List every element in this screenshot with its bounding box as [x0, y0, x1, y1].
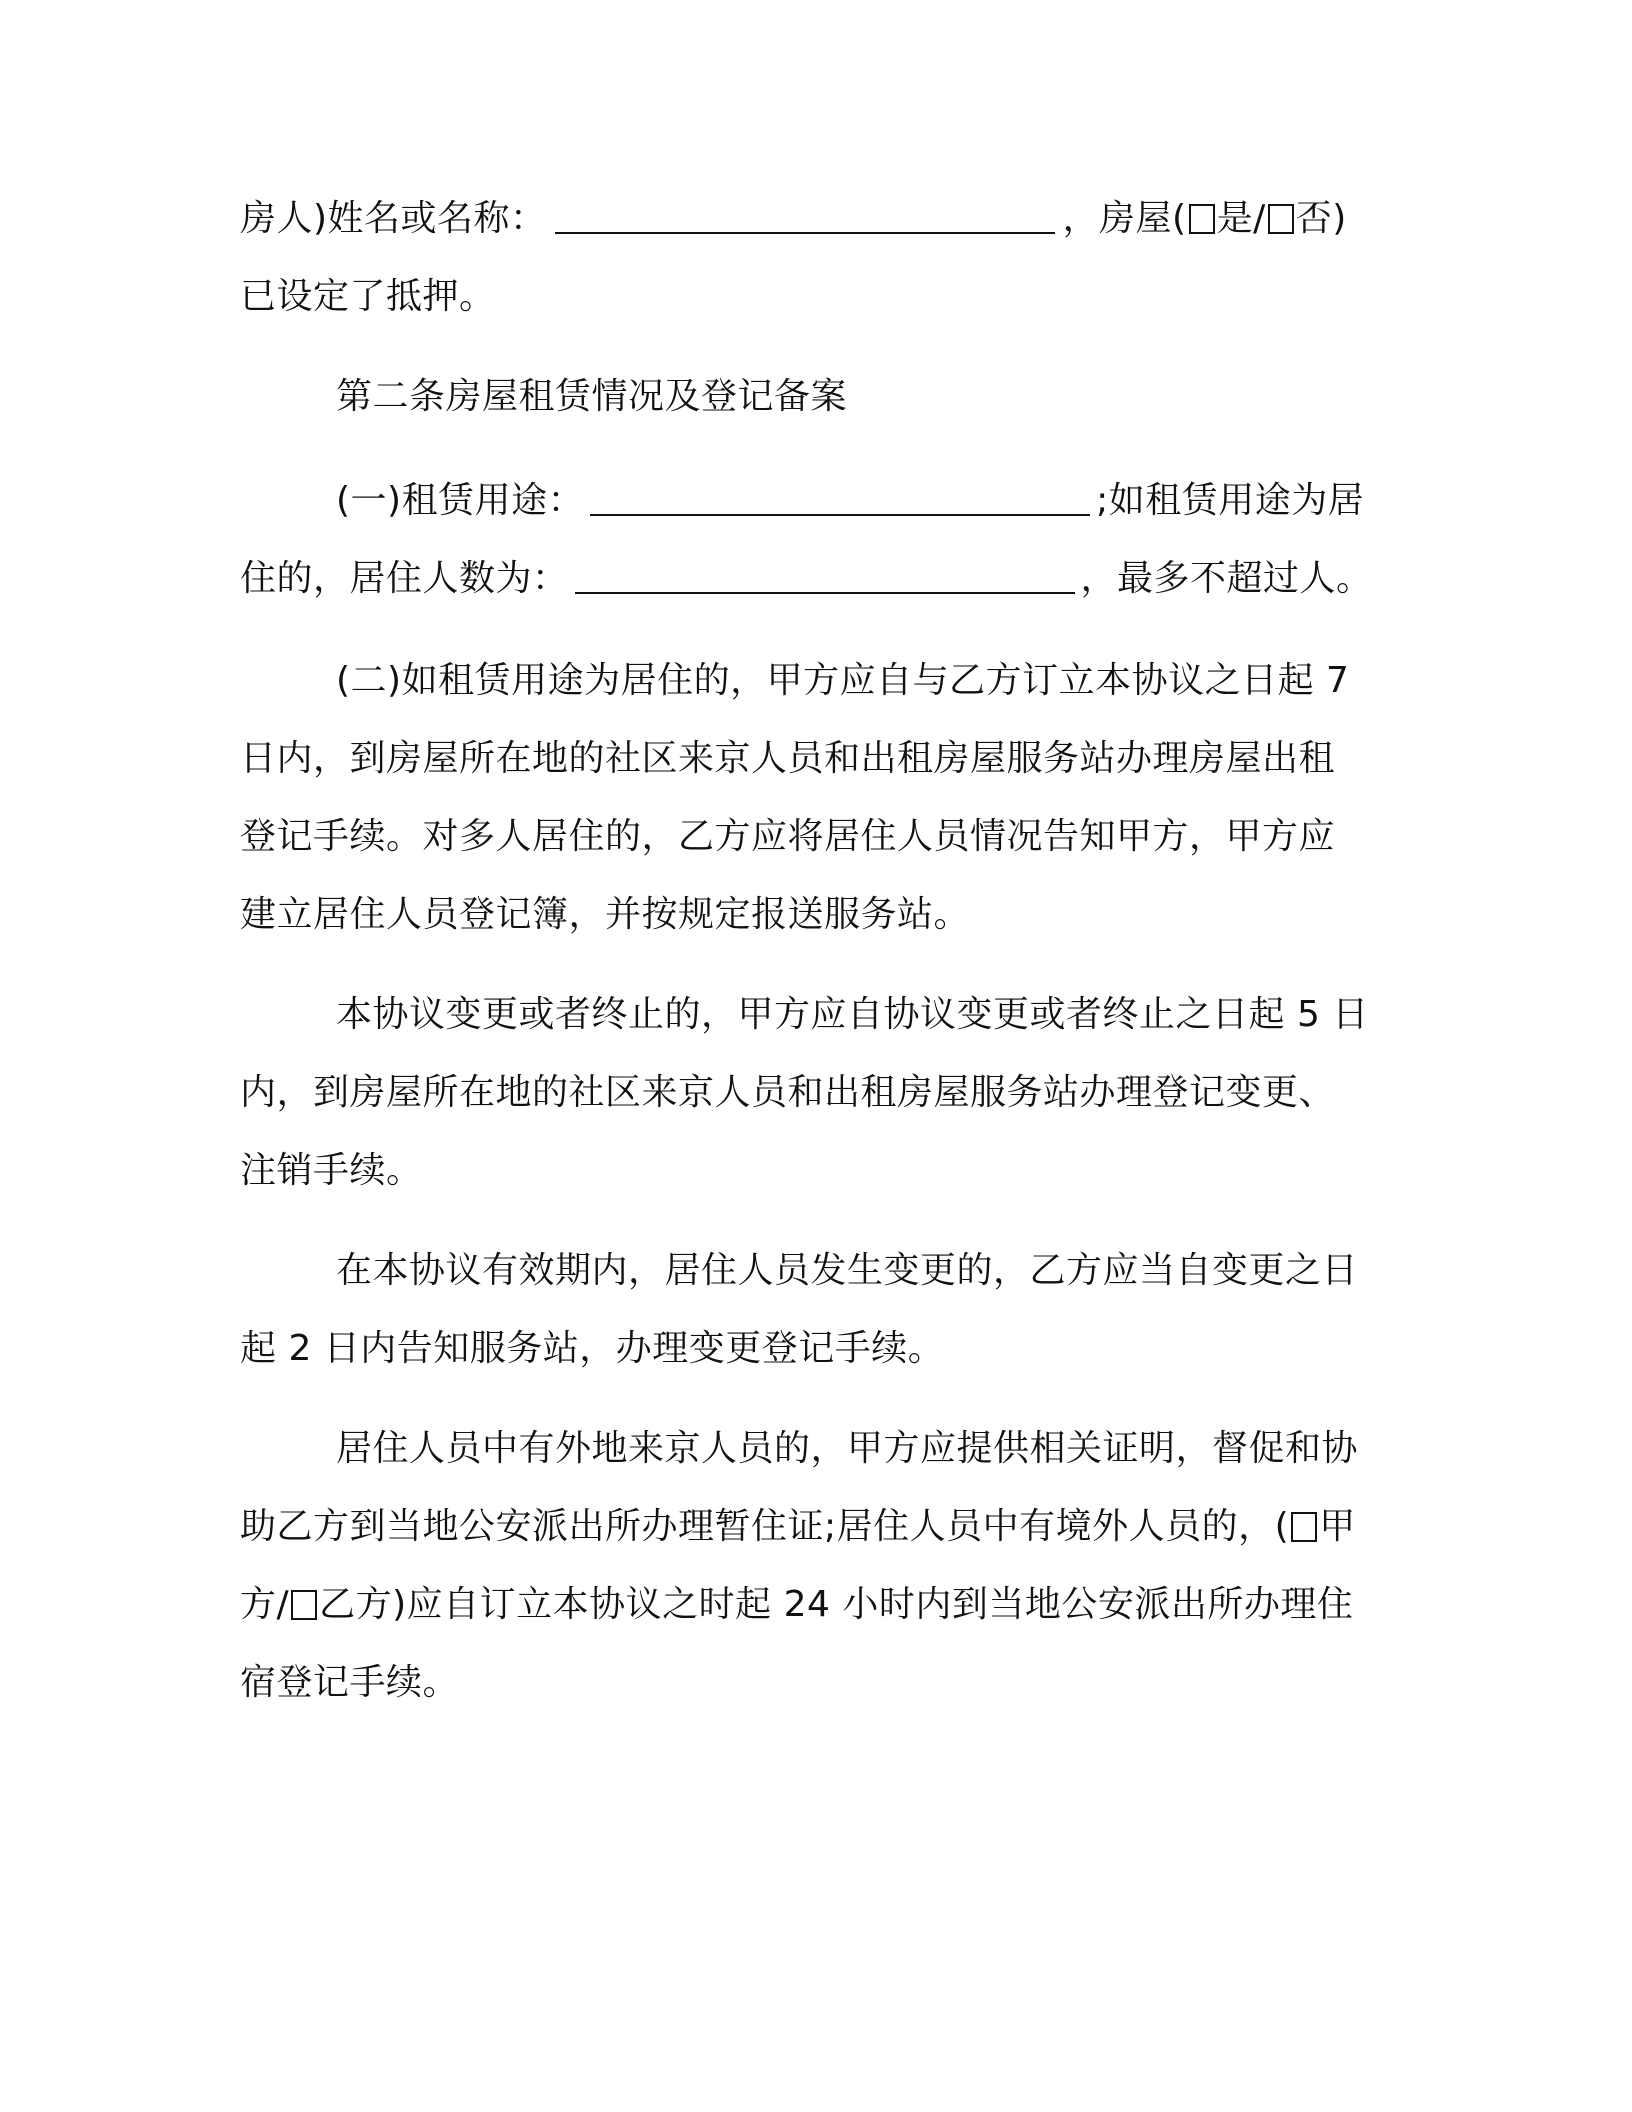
- option-party-a-label: 甲: [1319, 1506, 1356, 1547]
- text-line: 登记手续。对多人居住的，乙方应将居住人员情况告知甲方，甲方应: [240, 816, 1336, 857]
- section-heading: [240, 358, 1390, 436]
- text-fragment: 助乙方到当地公安派出所办理暂住证;居住人员中有境外人员的，(: [240, 1506, 1290, 1547]
- text-line: 本协议变更或者终止的，甲方应自协议变更或者终止之日起 5 日: [336, 994, 1369, 1035]
- text-line: 日内，到房屋所在地的社区来京人员和出租房屋服务站办理房屋出租: [240, 738, 1336, 779]
- text-fragment: 方/: [240, 1584, 290, 1625]
- text-line: 宿登记手续。: [240, 1662, 460, 1703]
- text-line: (二)如租赁用途为居住的，甲方应自与乙方订立本协议之日起 7: [336, 660, 1350, 701]
- paragraph-lease-purpose: [240, 462, 1390, 618]
- lease-purpose-label: (一)租赁用途：: [336, 480, 585, 521]
- text-line: 居住人员中有外地来京人员的，甲方应提供相关证明，督促和协: [336, 1428, 1359, 1469]
- option-yes-label: 是: [1216, 198, 1254, 239]
- text-line: 已设定了抵押。: [240, 276, 496, 317]
- text-line: 在本协议有效期内，居住人员发生变更的，乙方应当自变更之日: [336, 1250, 1359, 1291]
- checkbox-no: [1268, 204, 1294, 234]
- paragraph-resident-change: [240, 1232, 1390, 1388]
- close-paren: ): [1332, 198, 1347, 239]
- checkbox-party-a: [1291, 1512, 1317, 1542]
- lease-purpose-blank: [590, 474, 1090, 516]
- text-fragment: ;如租赁用途为居: [1096, 480, 1365, 521]
- paragraph-lessor-name: [240, 180, 1390, 336]
- resident-count-blank: [575, 552, 1075, 594]
- checkbox-party-b: [291, 1590, 317, 1620]
- resident-count-label: 住的，居住人数为：: [240, 558, 569, 599]
- text-fragment: ，最多不超过人。: [1080, 558, 1373, 599]
- text-line: 起 2 日内告知服务站，办理变更登记手续。: [240, 1328, 945, 1369]
- text-line: 内，到房屋所在地的社区来京人员和出租房屋服务站办理登记变更、: [240, 1072, 1336, 1113]
- text-line: 建立居住人员登记簿，并按规定报送服务站。: [240, 894, 971, 935]
- checkbox-yes: [1189, 204, 1215, 234]
- house-label: ，房屋(: [1062, 198, 1187, 239]
- text-line: [240, 540, 1390, 618]
- lessor-name-blank: [555, 192, 1055, 234]
- text-line: [240, 1566, 1390, 1644]
- text-line: [240, 180, 1390, 258]
- text-line: [240, 462, 1390, 540]
- paragraph-nonlocal-residents: [240, 1410, 1390, 1722]
- paragraph-registration: [240, 642, 1390, 954]
- lessor-name-label: 房人)姓名或名称：: [240, 198, 547, 239]
- text-line: [240, 1488, 1390, 1566]
- paragraph-change-termination: [240, 976, 1390, 1210]
- option-no-label: 否: [1295, 198, 1333, 239]
- section-heading-text: 第二条房屋租赁情况及登记备案: [336, 376, 848, 417]
- slash: /: [1253, 198, 1266, 239]
- text-line: 注销手续。: [240, 1150, 423, 1191]
- text-fragment: 乙方)应自订立本协议之时起 24 小时内到当地公安派出所办理住: [319, 1584, 1354, 1625]
